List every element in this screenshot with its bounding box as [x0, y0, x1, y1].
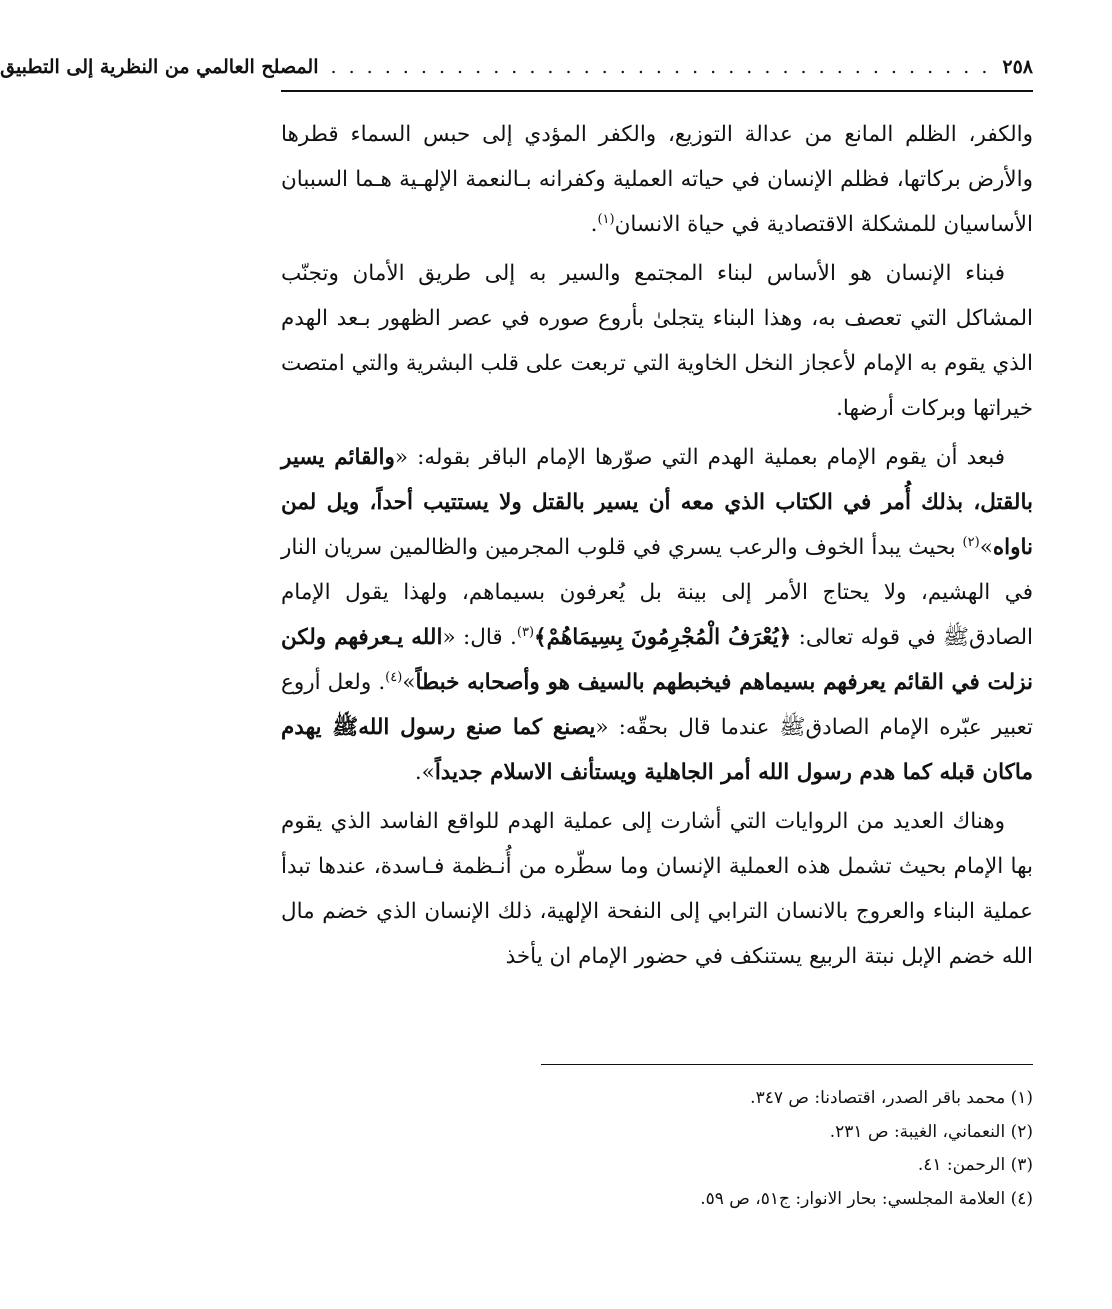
paragraph-3-part-7: ». — [414, 760, 435, 785]
running-header — [0, 56, 1033, 92]
footnotes — [281, 1082, 1033, 1216]
paragraph-3-part-6: . ولعل أروع تعبير عبّره الإمام الصادقﷺ عندما قال بحقّه: « — [281, 670, 1033, 740]
page-number: ٢٥٨ — [1002, 56, 1033, 78]
footnote-ref-4: (٤) — [385, 669, 403, 685]
paragraph-1-text: والكفر، الظلم المانع من عدالة التوزيع، والكفر المؤدي إلى حبس السماء قطرها والأرض بركاتها، فظلم الإنسان في حياته العملية وكفرانه بـالنعمة الإلهـية هـما السببان الأساسيان للمشكلة الاقتصادية في حياة الانسان — [281, 122, 1033, 237]
paragraph-1-end: . — [590, 212, 598, 237]
main-text — [281, 112, 1033, 983]
footnote-3: (٣) الرحمن: ٤١. — [917, 1155, 1033, 1175]
footnote-separator — [541, 1064, 1033, 1065]
paragraph-3-part-5: » — [402, 670, 416, 695]
paragraph-2 — [281, 251, 1033, 431]
paragraph-4 — [281, 799, 1033, 979]
paragraph-2-text: فبناء الإنسان هو الأساس لبناء المجتمع والسير به إلى طريق الأمان وتجنّب المشاكل التي تعصف به، وهذا البناء يتجلىٰ بأروع صوره في عصر الظهور بـعد الهدم الذي يقوم به الإمام لأعجاز النخل الخاوية التي تربعت على قلب البشرية والتي امتصت خيراتها وبركات أرضها. — [281, 261, 1033, 421]
paragraph-3-part-2: » — [979, 535, 993, 560]
quran-verse: ﴿يُعْرَفُ الْمُجْرِمُونَ بِسِيمَاهُمْ﴾ — [534, 625, 792, 650]
header-leader-dots: . . . . . . . . . . . . . . . . . . . . . . . . . . . . . . . . . . . . . — [330, 56, 991, 78]
footnote-ref-3: (٣) — [516, 624, 535, 640]
footnote-1: (١) محمد باقر الصدر، اقتصادنا: ص ٣٤٧. — [750, 1088, 1033, 1108]
quote-sadiq-2: يصنع كما صنع رسول اللهﷺ يهدم ماكان قبله كما هدم رسول الله أمر الجاهلية ويستأنف الاسلام جديداً — [281, 715, 1033, 785]
footnote-2: (٢) النعماني، الغيبة: ص ٢٣١. — [829, 1121, 1033, 1142]
paragraph-3-part-1: فبعد أن يقوم الإمام بعملية الهدم التي صوّرها الإمام الباقر بقوله: « — [394, 445, 1005, 470]
paragraph-4-text: وهناك العديد من الروايات التي أشارت إلى عملية الهدم للواقع الفاسد الذي يقوم بها الإمام بحيث تشمل هذه العملية الإنسان وما سطّره من أُنـظمة فـاسدة، عندها تبدأ عملية البناء والعروج بالانسان الترابي إلى النفحة الإلهية، ذلك الإنسان الذي خضم مال الله خضم الإبل نبتة الربيع يستنكف في حضور الإمام ان يأخذ — [281, 809, 1033, 969]
paragraph-3 — [281, 435, 1033, 795]
paragraph-3-part-4: . قال: « — [442, 625, 517, 650]
quote-baqir: والقائم يسير بالقتل، بذلك أُمر في الكتاب الذي معه أن يسير بالقتل ولا يستتيب أحداً، ويل لمن ناواه — [281, 445, 1033, 560]
paragraph-1 — [281, 112, 1033, 247]
footnote-ref-2: (٢) — [962, 534, 980, 550]
footnote-ref-1: (١) — [597, 211, 615, 227]
quote-sadiq-1: الله يـعرفهم ولكن نزلت في القائم يعرفهم بسيماهم فيخبطهم بالسيف هو وأصحابه خبطاً — [281, 625, 1033, 695]
footnote-4: (٤) العلامة المجلسي: بحار الانوار: ج٥١، ص ٥٩. — [700, 1188, 1033, 1209]
book-title: المصلح العالمي من النظرية إلى التطبيق — [0, 56, 319, 78]
paragraph-3-part-3: بحيث يبدأ الخوف والرعب يسري في قلوب المجرمين والظالمين سريان النار في الهشيم، ولا يحتاج الأمر إلى بينة بل يُعرفون بسيماهم، ولهذا يقول الإمام الصادقﷺ في قوله تعالى: — [281, 535, 1033, 650]
